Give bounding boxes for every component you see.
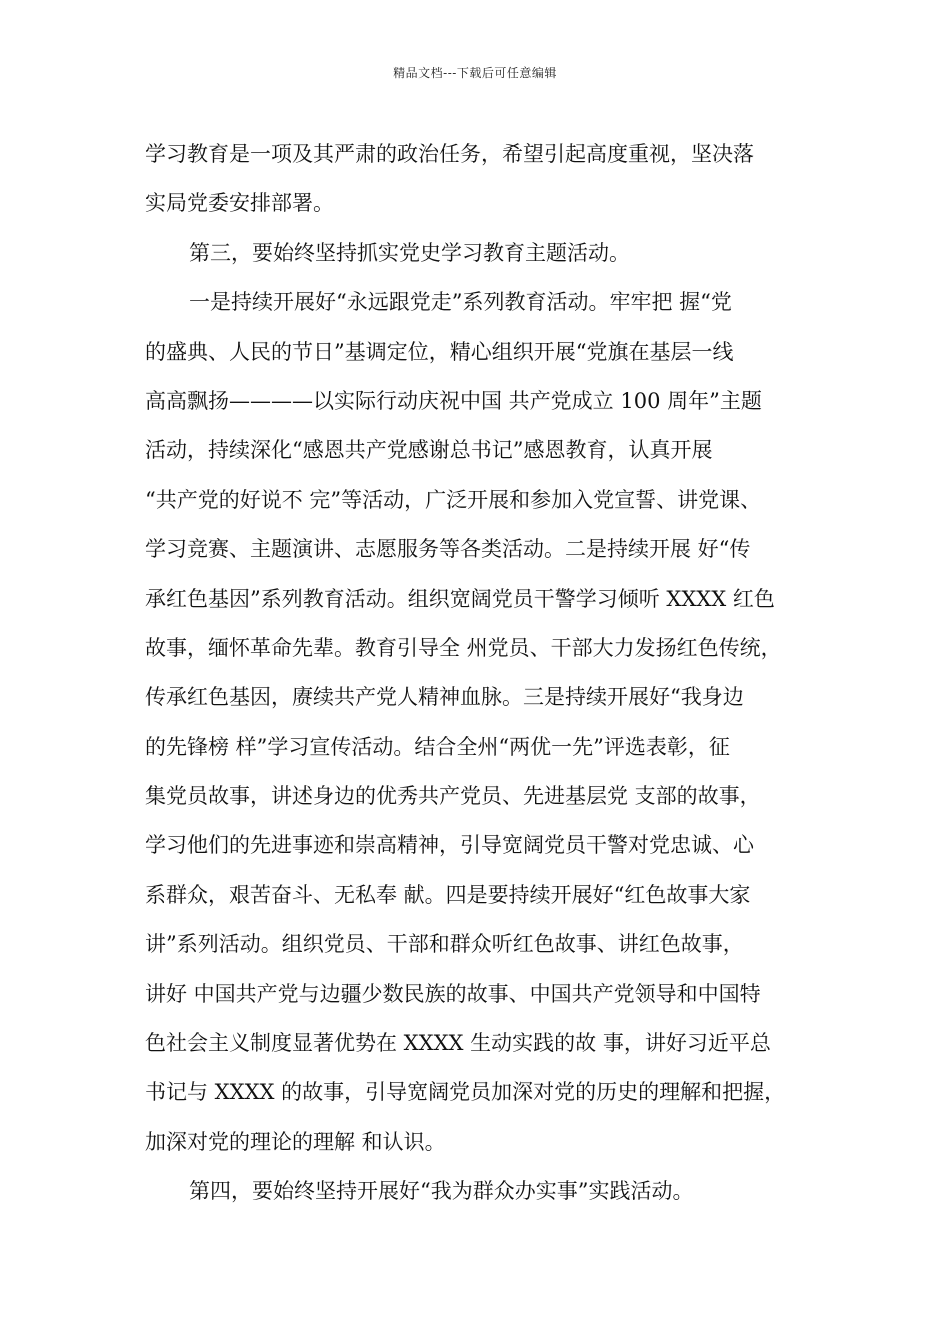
- text-line: 学习教育是一项及其严肃的政治任务，希望引起高度重视，坚决落: [145, 142, 754, 166]
- section-heading-fourth: 第四，要始终坚持开展好“我为群众办实事”实践活动。: [189, 1179, 694, 1204]
- text-line: 传承红色基因，赓续共产党人精神血脉。三是持续开展好“我身边: [145, 685, 744, 710]
- page-header: 精品文档---下载后可任意编辑: [393, 66, 557, 80]
- text-line: 系群众，艰苦奋斗、无私奉 献。四是要持续开展好“红色故事大家: [145, 882, 751, 907]
- text-line: 色社会主义制度显著优势在 XXXX 生动实践的故 事，讲好习近平总: [145, 1031, 771, 1056]
- text-line: 学习竞赛、主题演讲、志愿服务等各类活动。二是持续开展 好“传: [145, 537, 751, 562]
- text-line: 承红色基因”系列教育活动。组织宽阔党员干警学习倾听 XXXX 红色: [145, 586, 775, 611]
- text-line: 集党员故事，讲述身边的优秀共产党员、先进基层党 支部的故事，: [145, 784, 761, 809]
- text-line: 学习他们的先进事迹和崇高精神，引导宽阔党员干警对党忠诚、心: [145, 833, 754, 858]
- section-heading-third: 第三，要始终坚持抓实党史学习教育主题活动。: [189, 240, 630, 265]
- document-body: [145, 130, 835, 1217]
- text-line: 书记与 XXXX 的故事，引导宽阔党员加深对党的历史的理解和把握，: [145, 1080, 786, 1105]
- text-line: 的先锋榜 样”学习宣传活动。结合全州“两优一先”评选表彰，征: [145, 734, 730, 759]
- text-line: 高高飘扬————以实际行动庆祝中国 共产党成立 100 周年”主题: [145, 388, 762, 413]
- text-line: 讲好 中国共产党与边疆少数民族的故事、中国共产党领导和中国特: [145, 981, 761, 1006]
- text-line: 加深对党的理论的理解 和认识。: [145, 1129, 446, 1154]
- text-line: 的盛典、人民的节日”基调定位，精心组织开展“党旗在基层一线: [145, 339, 734, 364]
- text-line: 一是持续开展好“永远跟党走”系列教育活动。牢牢把 握“党: [189, 290, 732, 315]
- text-line: 讲”系列活动。组织党员、干部和群众听红色故事、讲红色故事，: [145, 932, 744, 957]
- text-line: “共产党的好说不 完”等活动，广泛开展和参加入党宣誓、讲党课、: [145, 487, 762, 512]
- text-line: 故事，缅怀革命先辈。教育引导全 州党员、干部大力发扬红色传统，: [145, 635, 782, 660]
- text-line: 实局党委安排部署。: [145, 191, 334, 216]
- text-line: 活动，持续深化“感恩共产党感谢总书记”感恩教育，认真开展: [145, 438, 713, 463]
